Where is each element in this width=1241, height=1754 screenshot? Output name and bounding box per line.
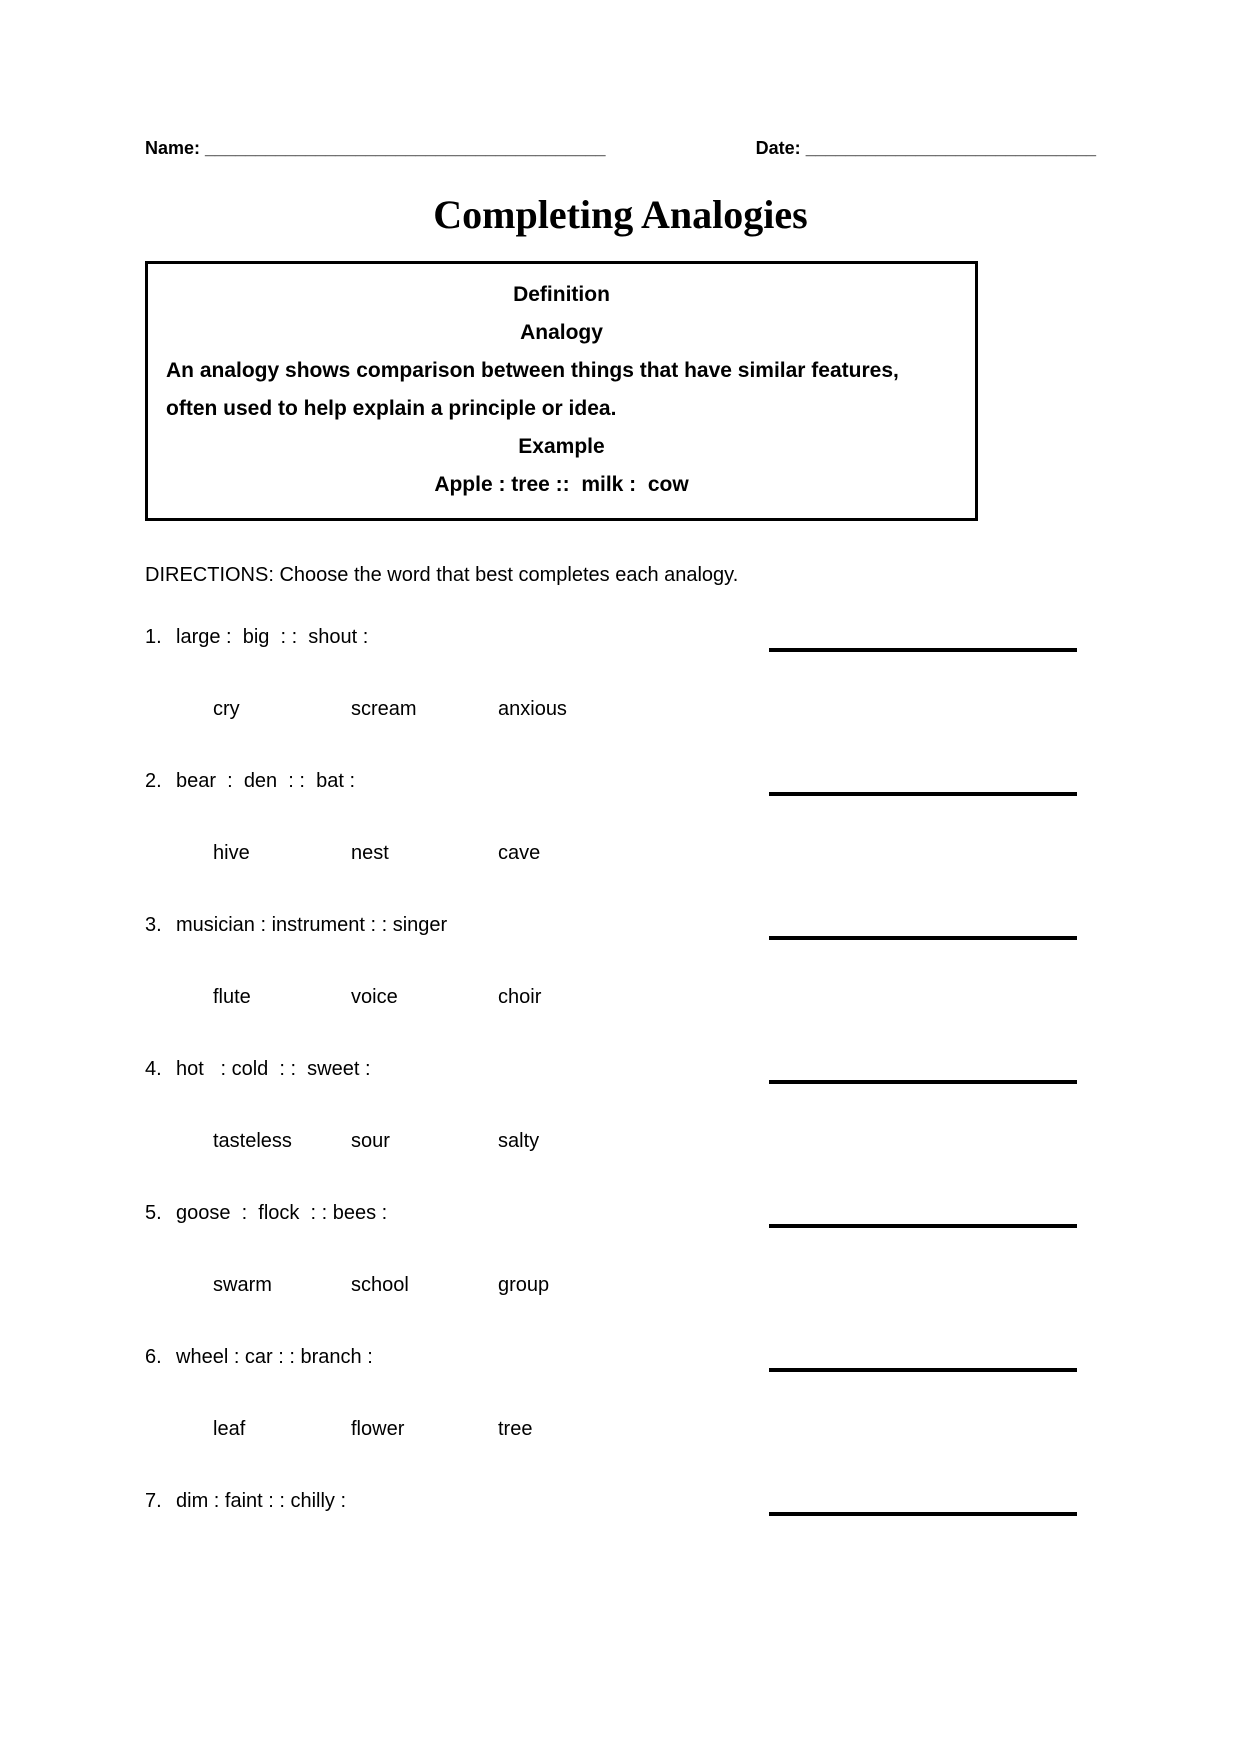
question-row-2 (145, 769, 1096, 793)
question-number: 3. (145, 914, 162, 936)
option-word: nest (351, 842, 389, 864)
options-row-4 (145, 1129, 1096, 1153)
answer-blank-line (769, 1208, 1077, 1228)
page-title: Completing Analogies (433, 192, 808, 237)
option-word: sour (351, 1130, 390, 1152)
date-field (756, 138, 1096, 159)
directions-text: DIRECTIONS: Choose the word that best completes each analogy. (145, 564, 739, 586)
question-row-3 (145, 913, 1096, 937)
option-word: tree (498, 1418, 533, 1440)
answer-blank-line (769, 632, 1077, 652)
question-list (145, 625, 1096, 1513)
analogy-heading: Analogy (520, 321, 603, 344)
question-text: 2. bear : den : : bat : (145, 770, 355, 792)
answer-blank-line (769, 1352, 1077, 1372)
definition-box (145, 261, 978, 521)
options-row-3 (145, 985, 1096, 1009)
name-field (145, 138, 605, 159)
name-blank-line: ________________________________________ (205, 138, 606, 158)
option-word: swarm (213, 1274, 272, 1296)
option-word: salty (498, 1130, 540, 1152)
question-number: 4. (145, 1058, 162, 1080)
option-word: flower (351, 1418, 405, 1440)
question-number: 6. (145, 1346, 162, 1368)
question-text: 6. wheel : car : : branch : (145, 1346, 373, 1368)
option-word: leaf (213, 1418, 246, 1440)
option-word: choir (498, 986, 542, 1008)
option-word: scream (351, 698, 417, 720)
options-row-6 (145, 1417, 1096, 1441)
example-heading: Example (518, 435, 605, 458)
option-word: cave (498, 842, 541, 864)
options-row-2 (145, 841, 1096, 865)
answer-blank-line (769, 1496, 1077, 1516)
question-number: 5. (145, 1202, 162, 1224)
option-word: flute (213, 986, 251, 1008)
question-number: 1. (145, 626, 162, 648)
option-word: group (498, 1274, 550, 1296)
option-word: school (351, 1274, 409, 1296)
question-row-6 (145, 1345, 1096, 1369)
question-row-1 (145, 625, 1096, 649)
option-word: anxious (498, 698, 567, 720)
question-number: 7. (145, 1490, 162, 1512)
option-word: cry (213, 698, 240, 720)
definition-heading: Definition (513, 283, 610, 306)
definition-body-line1: An analogy shows comparison between things that have similar features, (166, 359, 899, 382)
example-text: Apple : tree :: milk : cow (434, 473, 689, 496)
option-word: tasteless (213, 1130, 292, 1152)
name-label: Name: (145, 138, 201, 158)
question-number: 2. (145, 770, 162, 792)
date-label: Date: (755, 138, 801, 158)
question-text: 4. hot : cold : : sweet : (145, 1058, 371, 1080)
date-blank-line: _____________________________ (805, 138, 1096, 158)
question-text: 5. goose : flock : : bees : (145, 1202, 388, 1224)
answer-blank-line (769, 1064, 1077, 1084)
question-row-4 (145, 1057, 1096, 1081)
options-row-1 (145, 697, 1096, 721)
answer-blank-line (769, 920, 1077, 940)
answer-blank-line (769, 776, 1077, 796)
definition-body-line2: often used to help explain a principle or idea. (166, 397, 617, 420)
option-word: voice (351, 986, 398, 1008)
question-text: 7. dim : faint : : chilly : (145, 1490, 347, 1512)
question-text: 3. musician : instrument : : singer (145, 914, 448, 936)
header-row (145, 138, 1096, 159)
option-word: hive (213, 842, 250, 864)
question-row-7 (145, 1489, 1096, 1513)
question-text: 1. large : big : : shout : (145, 626, 369, 648)
question-row-5 (145, 1201, 1096, 1225)
options-row-5 (145, 1273, 1096, 1297)
